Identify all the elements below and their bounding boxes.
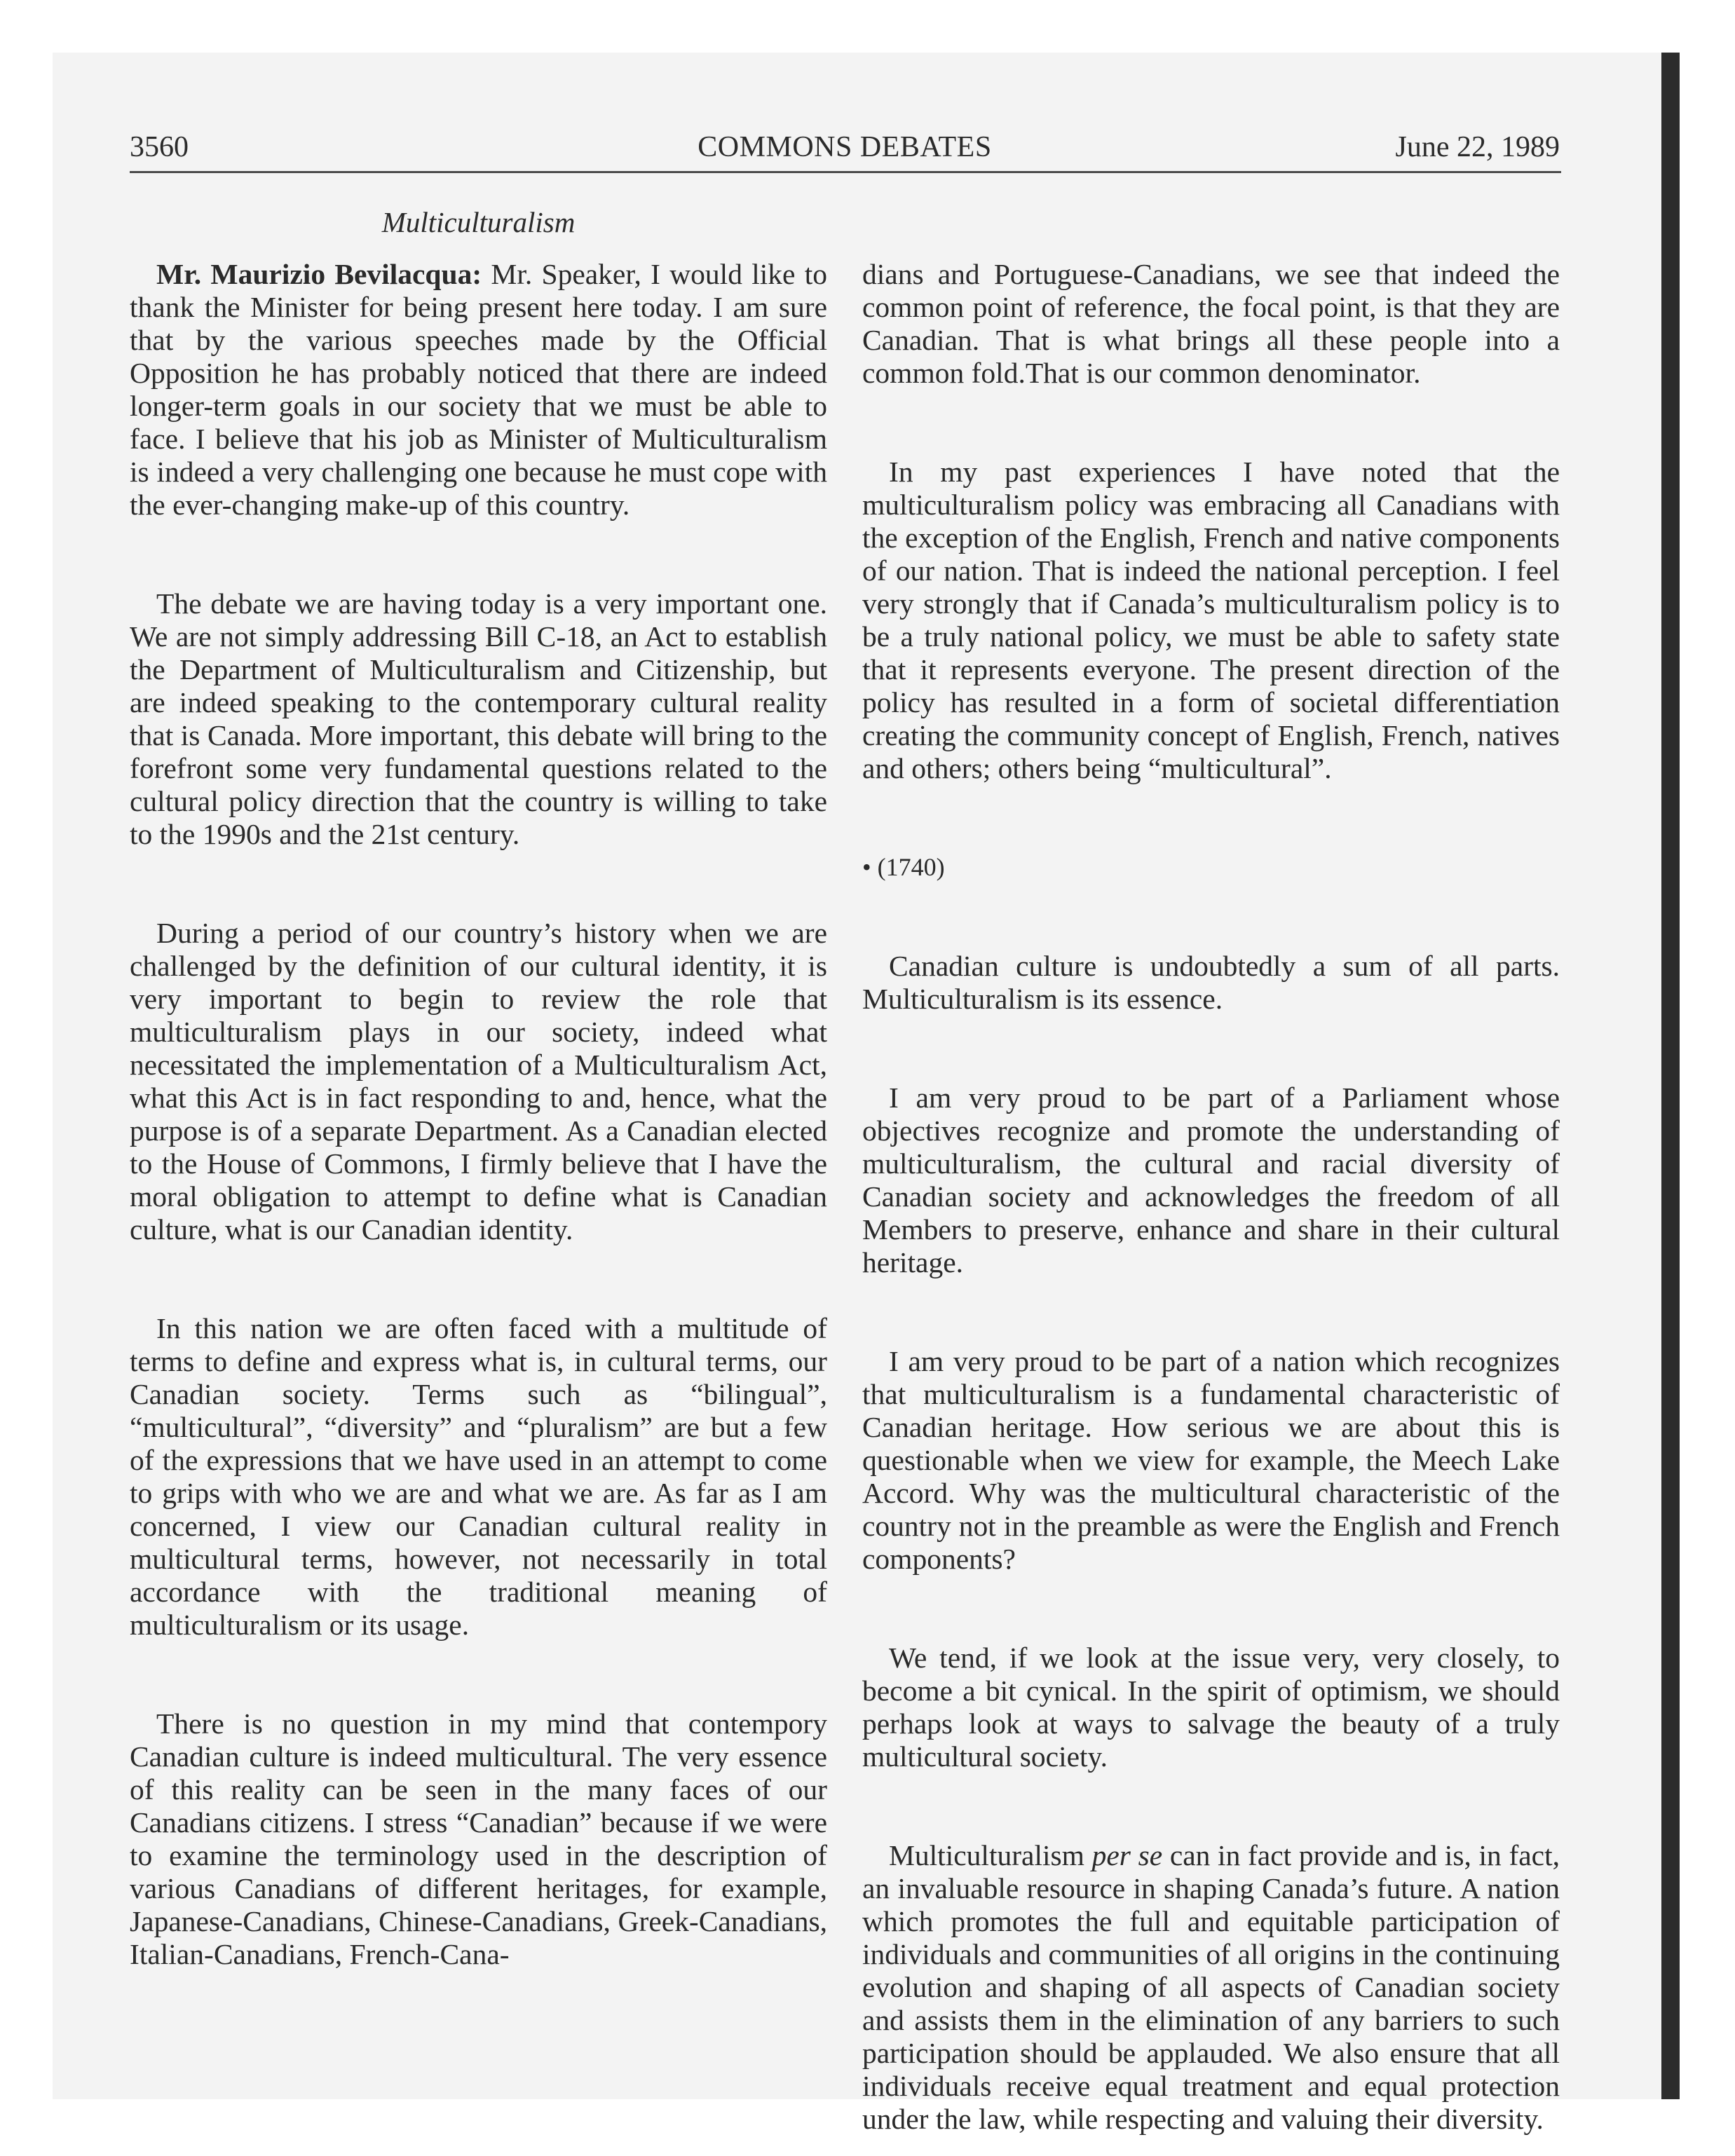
- paragraph: In this nation we are often faced with a multitude of terms to define and express what is, in cultural terms, our Canadian society. Terms such as “bilingual”, “multicultural”, “diversity” and “pluralism” are but a few of the expressions that we have used in an attempt to come to grips with who we are and what we are. As far as I am concerned, I view our Canadian cultural reality in multicultural terms, however, not necessarily in total accordance with the traditional meaning of multiculturalism or its usage.: [130, 1312, 827, 1641]
- page-header: [130, 130, 1560, 172]
- paragraph: [130, 258, 827, 521]
- paragraph: During a period of our country’s history when we are challenged by the definition of our cultural identity, it is very important to begin to review the role that multiculturalism plays in our society, indeed what necessitated the implementation of a Multiculturalism Act, what this Act is in fact responding to and, hence, what the purpose is of a separate Department. As a Canadian elected to the House of Commons, I firmly believe that I have the moral obligation to attempt to define what is Canadian culture, what is our Canadian identity.: [130, 917, 827, 1246]
- scan-edge-bar: [1661, 53, 1680, 2099]
- speaker-name: Mr. Maurizio Bevilacqua:: [156, 258, 482, 290]
- publication-title: COMMONS DEBATES: [698, 131, 992, 163]
- paragraph-text: Mr. Speaker, I would like to thank the Minister for being present here today. I am sure that by the various speeches made by the Official Opposition he has probably noticed that there are indeed longer-term goals in our society that we must be able to face. I believe that his job as Minister of Multiculturalism is indeed a very challenging one because he must cope with the ever-changing make-up of this country.: [130, 258, 827, 521]
- paragraph: I am very proud to be part of a nation which recognizes that multiculturalism is a fundamental characteristic of Canadian heritage. How serious we are about this is questionable when we view for example, the Meech Lake Accord. Why was the multicultural characteristic of the country not in the preamble as were the English and French components?: [862, 1345, 1560, 1575]
- paragraph-text: Multiculturalism: [889, 1839, 1084, 1871]
- paragraph: The debate we are having today is a very important one. We are not simply addressing Bill C-18, an Act to establish the Department of Multiculturalism and Citizenship, but are indeed speaking to the contemporary cultural reality that is Canada. More important, this debate will bring to the forefront some very fundamental questions related to the cultural policy direction that the country is willing to take to the 1990s and the 21st century.: [130, 587, 827, 850]
- paragraph-text: can in fact provide and is, in fact, an invaluable resource in shaping Canada’s future. A nation which promotes the full and equitable participation of individuals and communities of all origins in the continuing evolution and shaping of all aspects of Canadian society and assists them in the elimination of any barriers to such participation should be applauded. We also ensure that all individuals receive equal treatment and equal protection under the law, while respecting and valuing their diversity.: [862, 1839, 1560, 2135]
- italic-phrase: per se: [1091, 1839, 1163, 1871]
- paragraph: We tend, if we look at the issue very, very closely, to become a bit cynical. In the spirit of optimism, we should perhaps look at ways to salvage the beauty of a truly multicultural society.: [862, 1642, 1560, 1773]
- right-column: [862, 258, 1560, 2156]
- paragraph: dians and Portuguese-Canadians, we see that indeed the common point of reference, the focal point, is that they are Canadian. That is what brings all these people into a common fold.That is our common denominator.: [862, 258, 1560, 389]
- publication-date: June 22, 1989: [1395, 131, 1560, 163]
- timestamp: • (1740): [862, 853, 945, 881]
- paragraph: Canadian culture is undoubtedly a sum of all parts. Multiculturalism is its essence.: [862, 950, 1560, 1015]
- paragraph: I am very proud to be part of a Parliament whose objectives recognize and promote the understanding of multiculturalism, the cultural and racial diversity of Canadian society and acknowledges the freedom of all Members to preserve, enhance and share in their cultural heritage.: [862, 1082, 1560, 1278]
- paragraph: There is no question in my mind that contempory Canadian culture is indeed multicultural. The very essence of this reality can be seen in the many faces of our Canadians citizens. I stress “Canadian” because if we were to examine the terminology used in the description of various Canadians of different heritages, for example, Japanese-Canadians, Chinese-Canadians, Greek-Canadians, Italian-Canadians, French-Cana-: [130, 1707, 827, 1970]
- section-heading: Multiculturalism: [381, 206, 576, 238]
- header-rule: [130, 171, 1561, 173]
- paragraph: [862, 1839, 1560, 2136]
- page-number: 3560: [130, 131, 189, 163]
- left-column: [130, 258, 827, 2037]
- paragraph: In my past experiences I have noted that the multiculturalism policy was embracing all Canadians with the exception of the English, French and native components of our nation. That is indeed the national perception. I feel very strongly that if Canada’s multiculturalism policy is to be a truly national policy, we must be able to safety state that it represents everyone. The present direction of the policy has resulted in a form of societal differentiation creating the community concept of English, French, natives and others; others being “multicultural”.: [862, 456, 1560, 784]
